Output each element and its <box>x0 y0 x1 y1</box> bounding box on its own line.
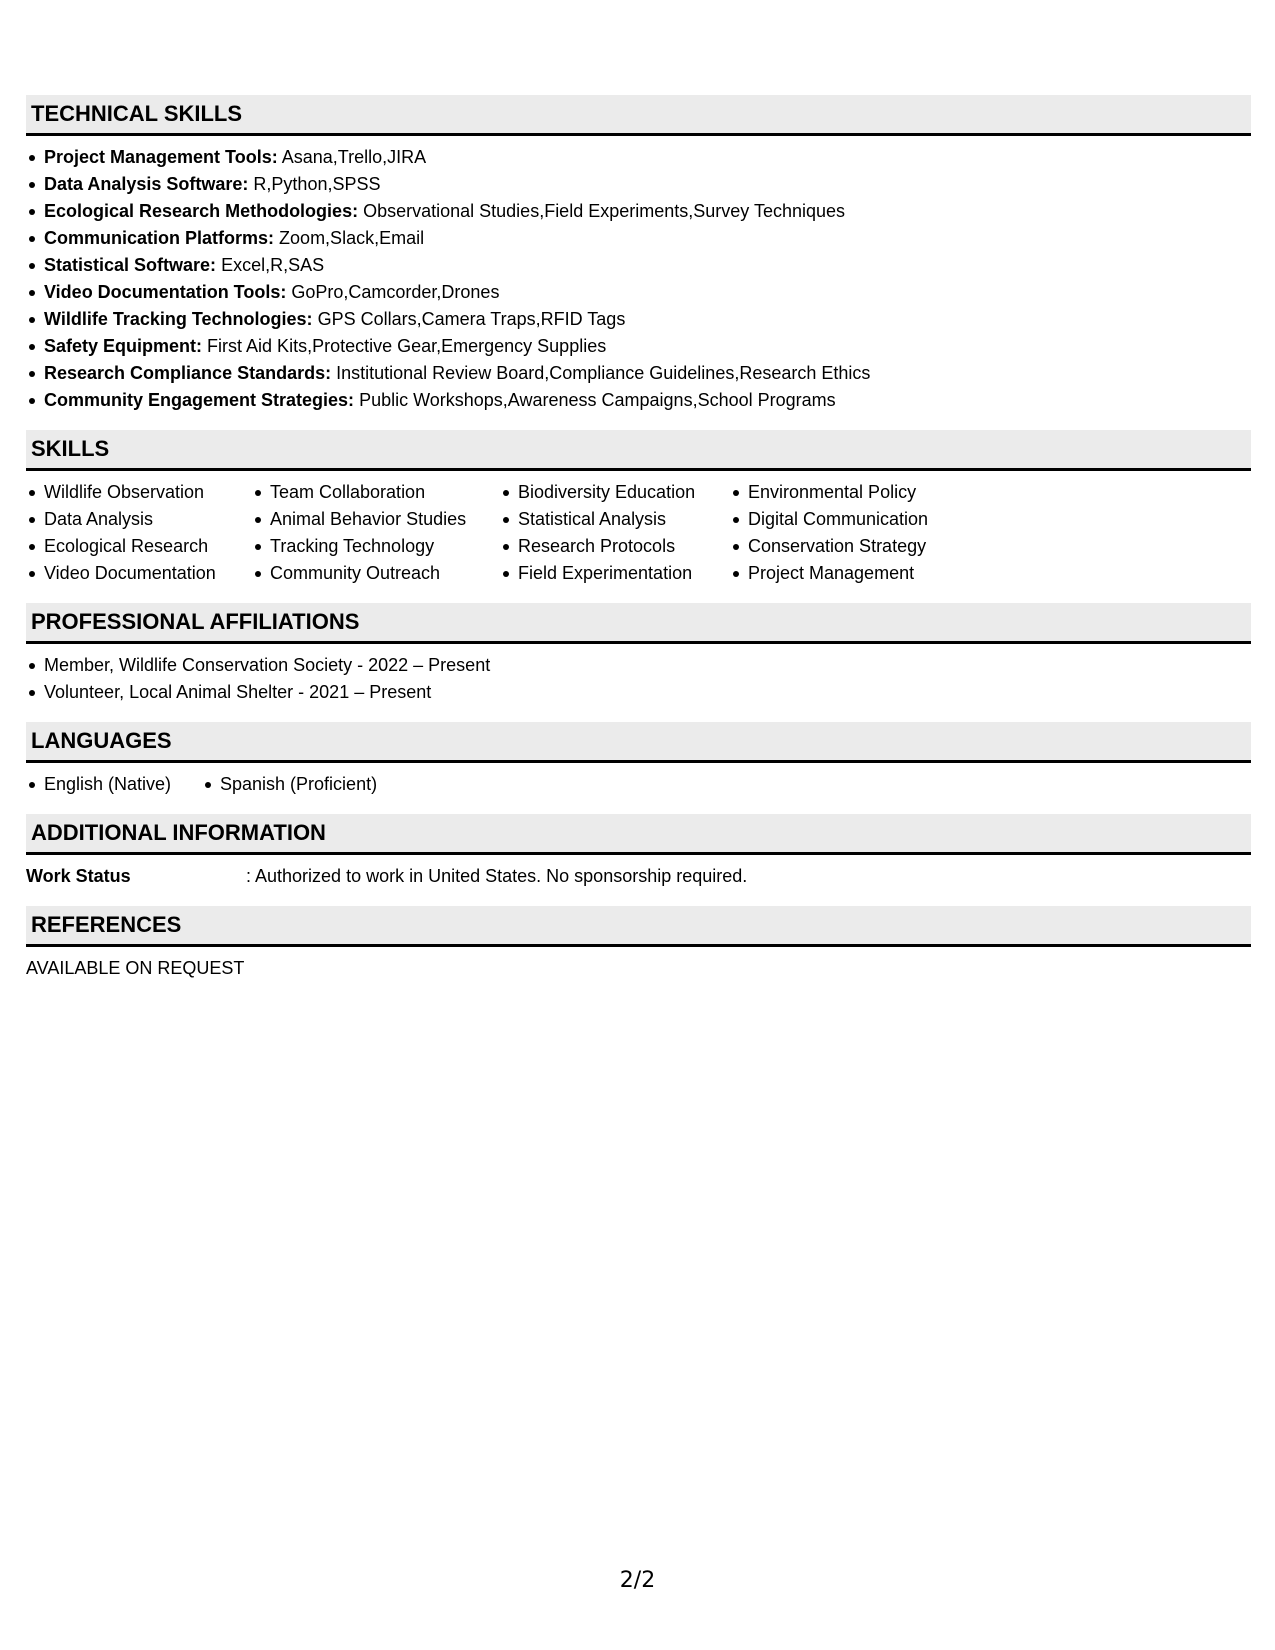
languages-column-1 <box>26 771 202 798</box>
tech-skill-label: Safety Equipment: <box>44 336 203 356</box>
languages-row <box>26 771 1251 798</box>
list-item: Tracking Technology <box>270 533 500 560</box>
list-item <box>44 279 1251 306</box>
list-item: Member, Wildlife Conservation Society - 2022 – Present <box>44 652 1251 679</box>
tech-skill-value: Observational Studies,Field Experiments,Survey Techniques <box>363 201 846 221</box>
tech-skill-value: Institutional Review Board,Compliance Guidelines,Research Ethics <box>336 363 871 383</box>
list-item: Ecological Research <box>44 533 252 560</box>
affiliations-section <box>26 603 1251 706</box>
tech-skill-label: Data Analysis Software: <box>44 174 249 194</box>
skills-heading: SKILLS <box>26 430 1251 471</box>
list-item <box>44 306 1251 333</box>
tech-skill-value: GPS Collars,Camera Traps,RFID Tags <box>317 309 626 329</box>
skills-column-2 <box>252 479 500 587</box>
list-item <box>44 333 1251 360</box>
list-item <box>44 225 1251 252</box>
tech-skill-label: Communication Platforms: <box>44 228 275 248</box>
list-item <box>44 171 1251 198</box>
tech-skill-value: First Aid Kits,Protective Gear,Emergency Supplies <box>207 336 607 356</box>
list-item <box>44 144 1251 171</box>
references-text: AVAILABLE ON REQUEST <box>26 958 245 978</box>
list-item: Field Experimentation <box>518 560 730 587</box>
tech-skill-value: Excel,R,SAS <box>221 255 325 275</box>
list-item: English (Native) <box>44 771 202 798</box>
skills-column-1 <box>26 479 252 587</box>
list-item: Project Management <box>748 560 978 587</box>
languages-section <box>26 722 1251 798</box>
resume-page <box>26 95 1251 998</box>
technical-skills-heading: TECHNICAL SKILLS <box>26 95 1251 136</box>
list-item: Video Documentation <box>44 560 252 587</box>
references-section <box>26 906 1251 982</box>
page-number: 2/2 <box>619 1568 656 1593</box>
list-item: Research Protocols <box>518 533 730 560</box>
list-item: Spanish (Proficient) <box>220 771 377 798</box>
list-item: Wildlife Observation <box>44 479 252 506</box>
tech-skill-value: Zoom,Slack,Email <box>279 228 425 248</box>
list-item <box>44 360 1251 387</box>
list-item: Digital Communication <box>748 506 978 533</box>
list-item: Conservation Strategy <box>748 533 978 560</box>
tech-skill-label: Ecological Research Methodologies: <box>44 201 359 221</box>
additional-info-heading: ADDITIONAL INFORMATION <box>26 814 1251 855</box>
tech-skill-value: R,Python,SPSS <box>253 174 381 194</box>
list-item <box>44 198 1251 225</box>
tech-skill-label: Community Engagement Strategies: <box>44 390 355 410</box>
additional-info-section <box>26 814 1251 890</box>
tech-skill-label: Video Documentation Tools: <box>44 282 287 302</box>
tech-skill-value: Asana,Trello,JIRA <box>281 147 427 167</box>
references-heading: REFERENCES <box>26 906 1251 947</box>
languages-heading: LANGUAGES <box>26 722 1251 763</box>
list-item: Community Outreach <box>270 560 500 587</box>
list-item: Statistical Analysis <box>518 506 730 533</box>
languages-column-2 <box>202 771 377 798</box>
tech-skill-label: Project Management Tools: <box>44 147 278 167</box>
work-status-value: : Authorized to work in United States. No sponsorship required. <box>246 866 748 886</box>
affiliations-heading: PROFESSIONAL AFFILIATIONS <box>26 603 1251 644</box>
list-item: Biodiversity Education <box>518 479 730 506</box>
list-item: Data Analysis <box>44 506 252 533</box>
tech-skill-label: Statistical Software: <box>44 255 217 275</box>
list-item <box>44 387 1251 414</box>
tech-skill-value: GoPro,Camcorder,Drones <box>291 282 500 302</box>
skills-column-3 <box>500 479 730 587</box>
list-item: Environmental Policy <box>748 479 978 506</box>
tech-skill-value: Public Workshops,Awareness Campaigns,School Programs <box>359 390 836 410</box>
list-item <box>44 252 1251 279</box>
list-item: Team Collaboration <box>270 479 500 506</box>
technical-skills-section <box>26 95 1251 414</box>
skills-section <box>26 430 1251 587</box>
affiliations-list <box>26 652 1251 706</box>
work-status-label: Work Status <box>26 866 131 886</box>
list-item: Animal Behavior Studies <box>270 506 500 533</box>
skills-column-4 <box>730 479 978 587</box>
skills-grid <box>26 479 1251 587</box>
technical-skills-list <box>26 144 1251 414</box>
tech-skill-label: Research Compliance Standards: <box>44 363 332 383</box>
list-item: Volunteer, Local Animal Shelter - 2021 – Present <box>44 679 1251 706</box>
work-status-row <box>26 863 1251 890</box>
tech-skill-label: Wildlife Tracking Technologies: <box>44 309 313 329</box>
